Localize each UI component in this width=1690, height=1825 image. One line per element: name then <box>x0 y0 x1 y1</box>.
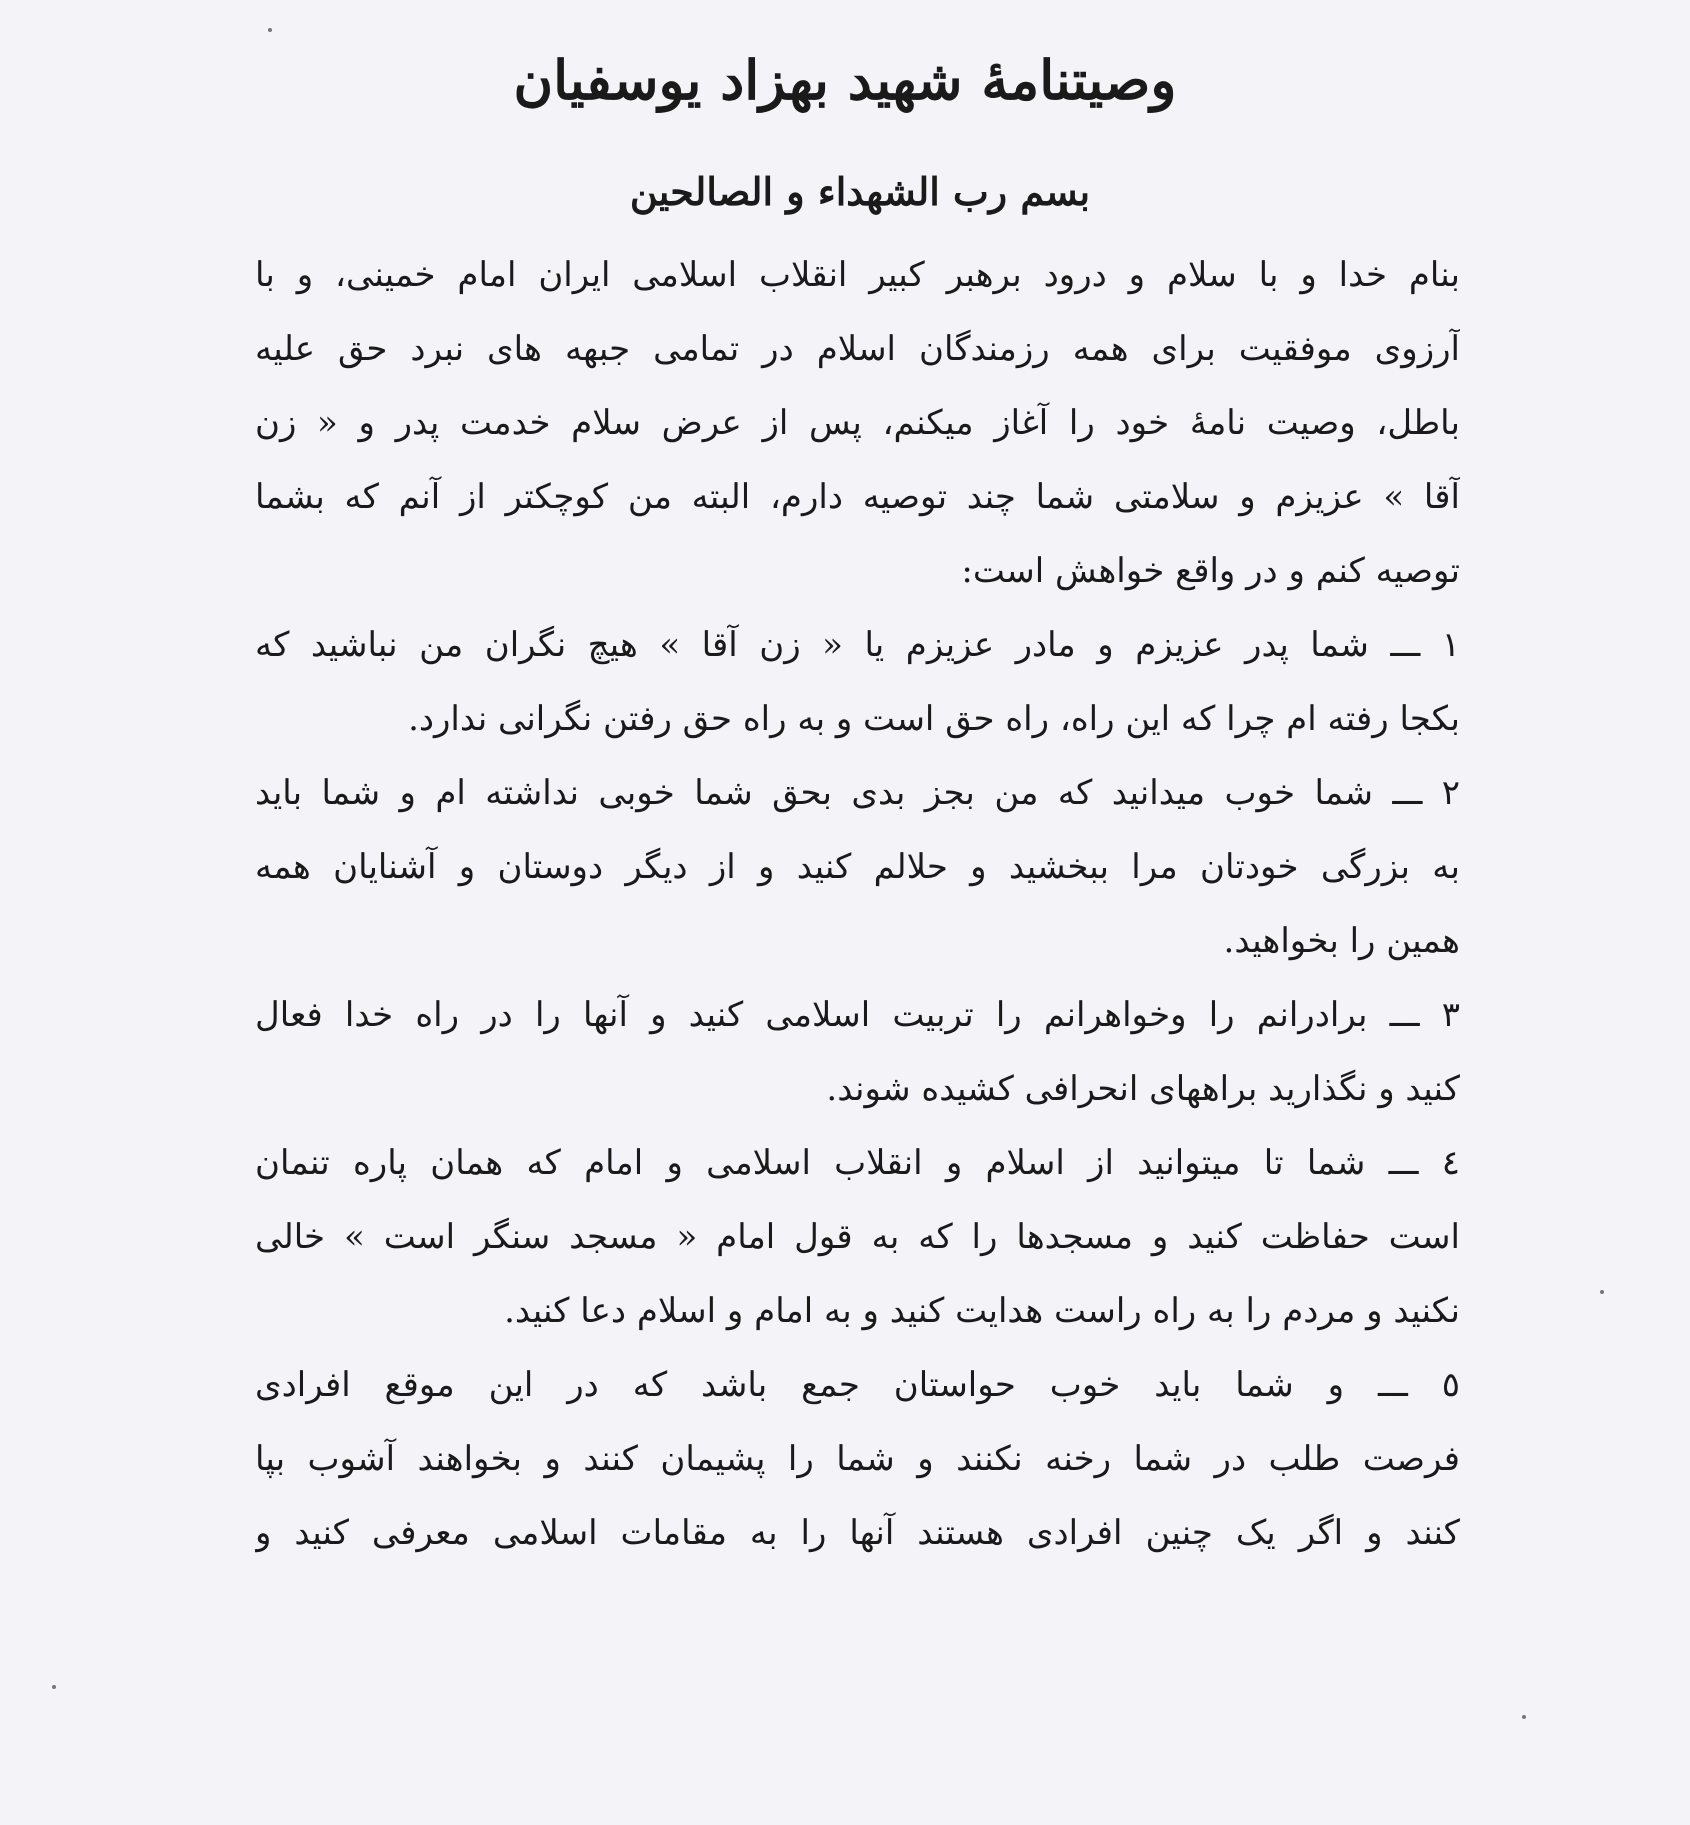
text-line: نکنید و مردم را به راه راست هدایت کنید و به امام و اسلام دعا کنید. <box>504 1291 1460 1331</box>
text-line: ٤ ـــ شما تا میتوانید از اسلام و انقلاب اسلامی و امام که همان پاره تنمان <box>255 1143 1460 1183</box>
text-line: فرصت طلب در شما رخنه نکنند و شما را پشیمان کنند و بخواهند آشوب بپا <box>255 1439 1460 1479</box>
text-line: بکجا رفته ام چرا که این راه، راه حق است و به راه حق رفتن نگرانی ندارد. <box>408 699 1460 739</box>
document-title: وصیتنامۀ شهید بهزاد یوسفیان <box>513 48 1177 112</box>
scan-speck <box>1522 1715 1526 1719</box>
scan-speck <box>52 1685 56 1689</box>
text-line: باطل، وصیت نامۀ خود را آغاز میکنم، پس از عرض سلام خدمت پدر و « زن <box>255 403 1460 443</box>
text-line: ٣ ـــ برادرانم را وخواهرانم را تربیت اسلامی کنید و آنها را در راه خدا فعال <box>255 995 1460 1035</box>
text-line: بنام خدا و با سلام و درود برهبر کبیر انقلاب اسلامی ایران امام خمینی، و با <box>255 255 1460 295</box>
text-line: آرزوی موفقیت برای همه رزمندگان اسلام در تمامی جبهه های نبرد حق علیه <box>255 329 1460 369</box>
text-line: ١ ـــ شما پدر عزیزم و مادر عزیزم یا « زن آقا » هیچ نگران من نباشید که <box>255 625 1460 665</box>
text-line: ٥ ـــ و شما باید خوب حواستان جمع باشد که در این موقع افرادی <box>255 1365 1460 1405</box>
text-line: توصیه کنم و در واقع خواهش است: <box>961 551 1460 591</box>
text-line: ٢ ـــ شما خوب میدانید که من بجز بدی بحق شما خوبی نداشته ام و شما باید <box>255 773 1460 813</box>
text-line: کنید و نگذارید براههای انحرافی کشیده شوند. <box>826 1069 1460 1109</box>
scan-speck <box>268 28 272 32</box>
document-body <box>255 238 1460 1570</box>
basmala-heading: بسم رب الشهداء و الصالحین <box>629 169 1091 214</box>
text-line: است حفاظت کنید و مسجدها را که به قول امام « مسجد سنگر است » خالی <box>255 1217 1460 1257</box>
text-line: همین را بخواهید. <box>1223 921 1460 961</box>
text-line: آقا » عزیزم و سلامتی شما چند توصیه دارم، البته من کوچکتر از آنم که بشما <box>255 477 1460 517</box>
text-line: کنند و اگر یک چنین افرادی هستند آنها را به مقامات اسلامی معرفی کنید و <box>255 1513 1460 1553</box>
scan-speck <box>1600 1290 1604 1294</box>
text-line: به بزرگی خودتان مرا ببخشید و حلالم کنید و از دیگر دوستان و آشنایان همه <box>255 847 1460 887</box>
